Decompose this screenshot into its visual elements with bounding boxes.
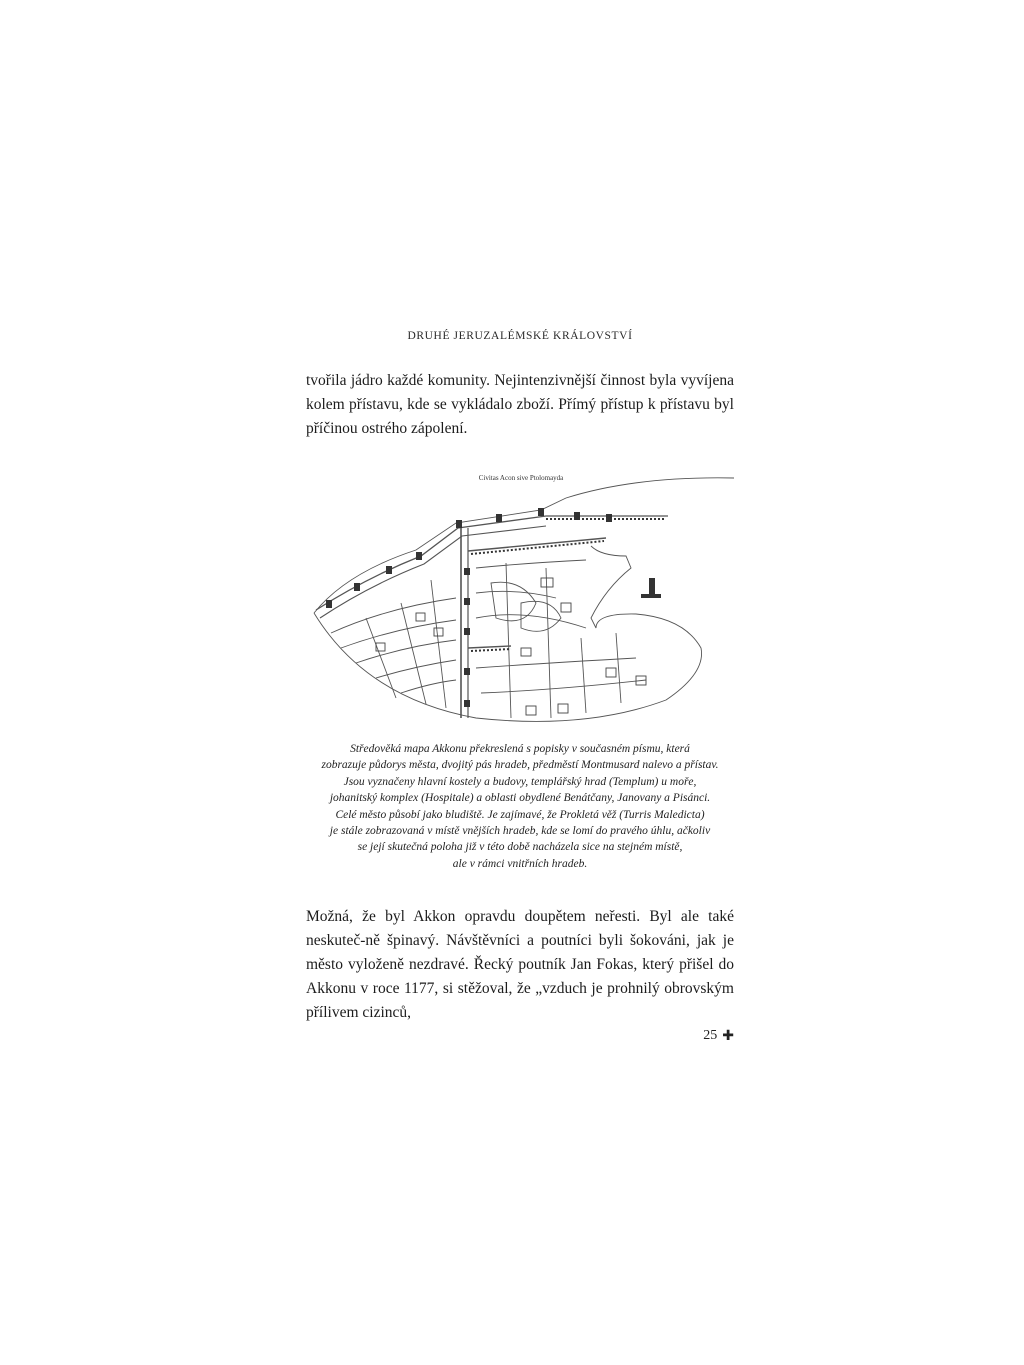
page-number: 25 (703, 1028, 718, 1043)
caption-line: Středověká mapa Akkonu překreslená s popisky v současném písmu, která (350, 743, 690, 755)
caption-line: zobrazuje půdorys města, dvojitý pás hradeb, předměstí Montmusard nalevo a přístav. (321, 759, 719, 772)
acre-map-illustration (306, 468, 736, 730)
figure-caption (306, 741, 734, 872)
body-paragraph-2: Možná, že byl Akkon opravdu doupětem neřesti. Byl ale také neskuteč-ně špinavý. Návštěvníci a poutníci byli šokováni, jak je město vyloženě nezdravé. Řecký poutník Jan Fokas, který přišel do Akkonu v roce 1177, si stěžoval, že „vzduch je prohnilý obrovským přílivem cizinců, (306, 908, 734, 1021)
caption-line: Celé město působí jako bludiště. Je zajímavé, že Prokletá věž (Turris Maledicta) (335, 808, 705, 821)
map-figure (306, 468, 736, 730)
map-title: Civitas Acon sive Ptolomayda (478, 474, 564, 482)
caption-line: Jsou vyznačeny hlavní kostely a budovy, templářský hrad (Templum) u moře, (343, 775, 697, 788)
page-footer (660, 1028, 734, 1045)
body-paragraph-1: tvořila jádro každé komunity. Nejintenzivnější činnost byla vyvíjena kolem přístavu, kde se vykládalo zboží. Přímý přístup k přístavu byl příčinou ostrého zápolení. (306, 372, 734, 437)
cross-pattee-icon: ✚ (722, 1029, 734, 1044)
caption-line: johanitský komplex (Hospitale) a oblasti obydlené Benátčany, Janovany a Pisánci. (329, 792, 711, 805)
caption-line: ale v rámci vnitřních hradeb. (452, 857, 588, 870)
caption-line: se její skutečná poloha již v této době nacházela sice na stejném místě, (357, 841, 683, 854)
caption-line: je stále zobrazovaná v místě vnějších hradeb, kde se lomí do pravého úhlu, ačkoliv (329, 825, 711, 838)
running-header: DRUHÉ JERUZALÉMSKÉ KRÁLOVSTVÍ (407, 330, 633, 342)
